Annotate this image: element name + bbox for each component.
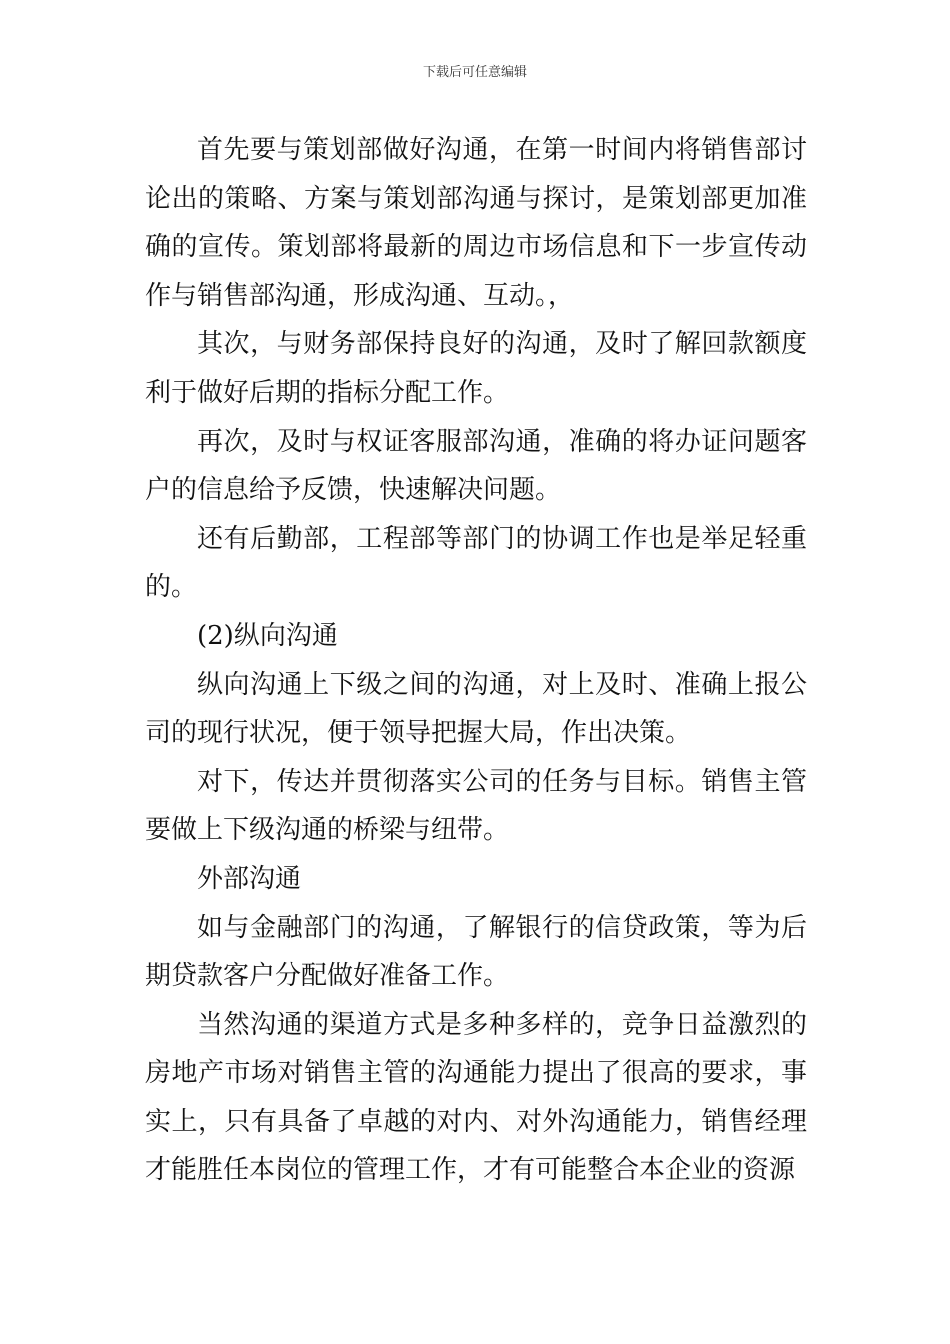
paragraph-dept-logistics: 还有后勤部，工程部等部门的协调工作也是举足轻重的。 bbox=[145, 523, 807, 603]
paragraph-dept-planning: 首先要与策划部做好沟通，在第一时间内将销售部讨论出的策略、方案与策划部沟通与探讨，是策划部更加准确的宣传。策划部将最新的周边市场信息和下一步宣传动作与销售部沟通，形成沟通、互动。， bbox=[145, 135, 807, 311]
section-heading-vertical: (2)纵向沟通 bbox=[197, 620, 338, 651]
paragraph-dept-customer-service: 再次，及时与权证客服部沟通，准确的将办证问题客户的信息给予反馈，快速解决问题。 bbox=[145, 426, 807, 506]
paragraph-vertical-down: 对下，传达并贯彻落实公司的任务与目标。销售主管要做上下级沟通的桥梁与纽带。 bbox=[145, 766, 807, 846]
paragraph-conclusion: 当然沟通的渠道方式是多种多样的，竞争日益激烈的房地产市场对销售主管的沟通能力提出了很高的要求，事实上，只有具备了卓越的对内、对外沟通能力，销售经理才能胜任本岗位的管理工作，才有可能整合本企业的资源 bbox=[145, 1009, 807, 1186]
section-heading-external: 外部沟通 bbox=[197, 863, 302, 894]
paragraph-vertical-up: 纵向沟通上下级之间的沟通，对上及时、准确上报公司的现行状况，便于领导把握大局，作出决策。 bbox=[145, 669, 807, 749]
paragraph-dept-finance: 其次，与财务部保持良好的沟通，及时了解回款额度利于做好后期的指标分配工作。 bbox=[145, 329, 807, 408]
paragraph-external-finance: 如与金融部门的沟通，了解银行的信贷政策，等为后期贷款客户分配做好准备工作。 bbox=[145, 912, 807, 992]
page-header: 下载后可任意编辑 bbox=[422, 65, 527, 80]
document-body bbox=[145, 126, 807, 1195]
